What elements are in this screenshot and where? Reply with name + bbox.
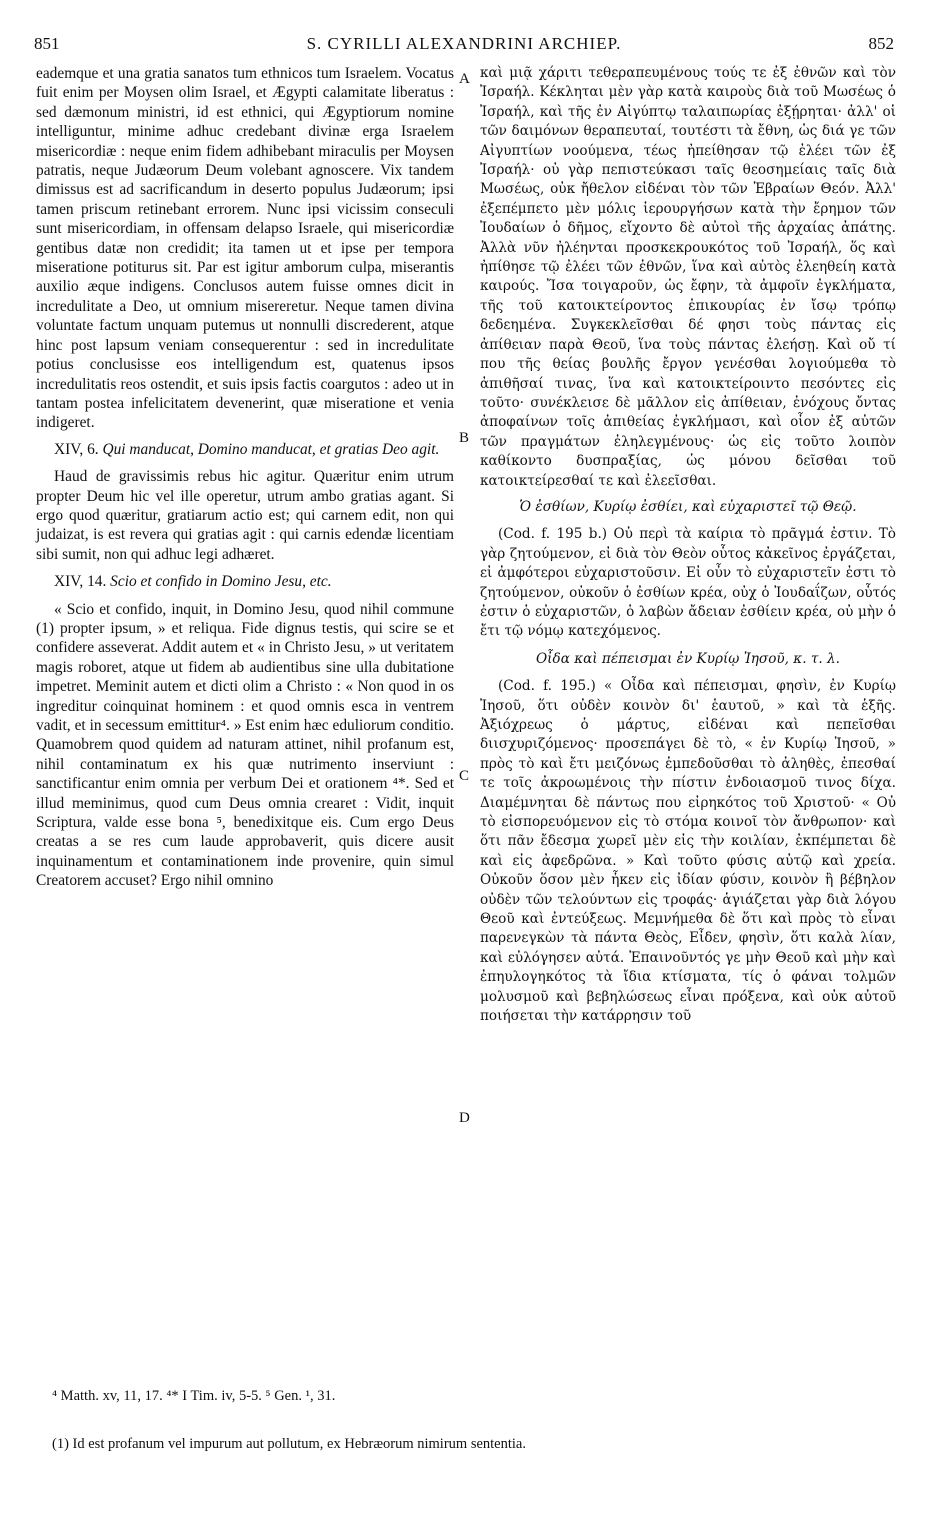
greek-heading-1: Ὁ ἐσθίων, Κυρίῳ ἐσθίει, καὶ εὐχαριστεῖ τῷ Θεῷ. xyxy=(519,498,857,515)
greek-column xyxy=(480,64,896,1027)
greek-paragraph-3: (Cod. f. 195.) « Οἶδα καὶ πέπεισμαι, φησὶν, ἐν Κυρίῳ Ἰησοῦ, ὅτι οὐδὲν κοινὸν δι' ἑαυτοῦ, » καὶ τὰ ἑξῆς. Ἀξιόχρεως ὁ μάρτυς, εἰδέναι καὶ πεπεῖσθαι διισχυριζόμενος· προσεπάγει δὲ τὸ, « ἐν Κυρίῳ Ἰησοῦ, » πρὸς τὸ καὶ ἔτι μειζόνως ἐμπεδοῦσθαι τὸ ἀληθὲς, ἐπεσθαί τε τοῖς ἀκροωμένοις τὴν πίστιν ἐνδοιασμοῦ τινος δίχα. Διαμέμνηται δὲ πάντως που εἰρηκότος τοῦ Χριστοῦ· « Οὐ τὸ εἰσπορευόμενον εἰς τὸ στόμα κοινοῖ τὸν ἄνθρωπον· καὶ ὅτι πᾶν ἔδεσμα χωρεῖ μὲν εἰς τὴν κοιλίαν, ἐκπέμπεται δὲ καὶ εἰς ἀφεδρῶνα. » Καὶ τοῦτο φύσις αὐτῷ καὶ χρεία. Οὐκοῦν ὅσον μὲν ἧκεν εἰς ἰδίαν φύσιν, κοινὸν ἢ βέβηλον οὐδὲν τῶν τελούντων εἰς τροφάς· ἁγιάζεται γὰρ διὰ λόγου Θεοῦ καὶ ἐντεύξεως. Μεμνήμεθα δὲ ὅτι καὶ πρὸς τὸ εἶναι παρενεγκὼν τὰ πάντα Θεὸς, Εἶδεν, φησὶν, ὅτι καλὰ λίαν, καὶ εὐλόγησεν αὐτά. Ἐπαινοῦντός γε μὴν Θεοῦ καὶ μὴν καὶ ἐπηυλογηκότος τὰ ἴδια κτίσματα, τίς ὁ φάναι τολμῶν μολυσμοῦ καὶ βεβηλώσεως εἶναι πρόξενα, καὶ οὐκ αὐτοῦ ποιήσεται τὴν κατάρρησιν τοῦ xyxy=(480,678,896,1025)
greek-paragraph-2: (Cod. f. 195 b.) Οὐ περὶ τὰ καίρια τὸ πρᾶγμά ἐστιν. Τὸ γὰρ ζητούμενον, εἰ διὰ τὸν Θεὸν οὗτος κἀκεῖνος ἐργάζεται, εἰ ἀμφότεροι εὐχαριστοῦσιν. Εἰ οὖν τὸ εὐχαριστεῖν ἐστι τὸ ζητούμενον, οὐκοῦν ὁ ἐσθίων κρέα, οὐχ ὁ Ἰουδαΐζων, οὗτός ἐστιν ὁ εὐχαριστῶν, ὁ λαβὼν ἄδειαν ἐσθίειν κρέα, οὐ μὴν ὁ ἔτι τῷ νόμῳ κατεχόμενος. xyxy=(480,526,896,640)
latin-paragraph-2: Haud de gravissimis rebus hic agitur. Quæritur enim utrum propter Deum hic vel ille operetur, utrum ambo gratias agant. Si ergo quod quæritur, gratiarum actio est; qui carnem edit, non qui judaizat, is est revera qui gratias agit : qui carnis edendæ licentiam sibi sumit, non qui adhuc legi adhæret. xyxy=(36,468,454,563)
latin-column xyxy=(36,64,454,891)
latin-heading-1 xyxy=(36,440,454,459)
latin-heading-2-text: Scio et confido in Domino Jesu, etc. xyxy=(110,573,332,591)
latin-heading-2-number: XIV, 14. xyxy=(54,573,107,591)
margin-letter-b: B xyxy=(459,430,470,446)
latin-heading-2 xyxy=(36,572,454,591)
page-number-right: 852 xyxy=(868,34,894,53)
margin-letter-c: C xyxy=(459,768,470,784)
greek-paragraph-1: καὶ μιᾷ χάριτι τεθεραπευμένους τούς τε ἐξ ἐθνῶν καὶ τὸν Ἰσραήλ. Κέκληται μὲν γὰρ κατὰ καιροὺς διὰ τοῦ Μωσέως ὁ Ἰσραήλ, καὶ τῆς ἐν Αἰγύπτῳ ταλαιπωρίας ἐξῄρηται· ἀλλ' οἱ τῶν δαιμόνων θεραπευταί, τουτέστι τὰ ἔθνη, ὡς διά γε τῶν Αἰγυπτίων νοούμενα, τέως ἠπείθησαν τῷ ἐλέει τῶν ἐξ Ἰσραήλ· οὐ γὰρ πεπιστεύκασι ταῖς θεοσημείαις ταῖς διὰ Μωσέως, οὐκ ἤθελον εἰδέναι τὸν τῶν Ἑβραίων Θεόν. Ἀλλ' ἐξεπέμπετο μὲν μόλις ἱερουργήσων κατὰ τὴν ἔρημον τῶν Ἰουδαίων ὁ δῆμος, εἴχοντο δὲ αὐτοὶ τῆς ἀρχαίας ἀπάτης. Ἀλλὰ νῦν ἠλέηνται προσκεκρουκότος τοῦ Ἰσραήλ, ὅς καὶ ἠπίθησε τῷ ἐλέει τῶν ἐθνῶν, ἵνα καὶ αὐτὸς ἐλεηθείη κατὰ καιρούς. Ἴσα τοιγαροῦν, ὡς ἔφην, τὰ ἀμφοῖν ἐγκλήματα, τῆς τοῦ κατοικτείροντος ἐπικουρίας ἐν ἴσῳ τρόπῳ δεδεημένα. Συγκεκλεῖσθαι δέ φησι τοὺς πάντας εἰς ἀπίθειαν παρὰ Θεοῦ, ἵνα τοὺς πάντας ἐλεήσῃ. Καὶ οὔ τί που τῆς θείας βουλῆς ἔργον γενέσθαι λογιούμεθα τὸ ἀπιθῆσαί τινας, ἵνα καὶ κατοικτείροιντο πεσόντες εἰς τοῦτο· συνέκλεισε δὲ μᾶλλον εἰς ἀπίθειαν, ἐνόχους ὄντας ἀποφαίνων τοῖς ἀπιθείας ἐγκλήμασι, καὶ οἷον ἐξ αὐτῶν τῶν πραγμάτων ἐληλεγμένους· ὡς εἰς τοῦτο λοιπὸν καθίκοντο δυσπραξίας, ὡς μόνου δεῖσθαι τοῦ κατοικτείρεσθαί τε καὶ ἐλεεῖσθαι. xyxy=(480,65,896,489)
latin-paragraph-3: « Scio et confido, inquit, in Domino Jesu, quod nihil commune (1) propter ipsum, » et reliqua. Fide dignus testis, qui scire se et confidere asseverat. Addit autem et « in Christo Jesu, » ut veritatem magis roboret, atque ut fidem ab audientibus sine ulla dubitatione impetret. Meminit autem et dicti olim a Christo : « Non quod in os ingreditur coinquinat hominem : et quod omnis esca in ventrem vadit, et in secessum emittitur⁴. » Est enim hæc eduliorum conditio. Quamobrem quod quidem ad naturam attinet, nihil profanum est, nihil contaminatum ex his quæ nutrimento inserviunt : sanctificantur enim omnia per verbum Dei et orationem ⁴*. Sed et illud meminimus, quod cum Deus omnia crearet : Vidit, inquit Scriptura, valde esse bona ⁵, benedixitque eis. Cum ergo Deus creatas a se res cum laude approbaverit, quis dicere ausit inquinamentum et contaminationem inde provenire, quin simul Creatorem accuset? Ergo nihil omnino xyxy=(36,600,454,890)
running-header xyxy=(34,34,894,60)
latin-heading-1-number: XIV, 6. xyxy=(54,440,99,458)
latin-heading-1-text: Qui manducat, Domino manducat, et gratias Deo agit. xyxy=(102,440,440,458)
latin-paragraph-1: eademque et una gratia sanatos tum ethnicos tum Israelem. Vocatus fuit enim per Moysen olim Israel, et Ægypti calamitate liberatus : sed dæmonum ministri, id est ethnici, qui Ægyptiorum nomine intelliguntur, minime adhuc credebant divinæ erga Israelem misericordiæ : neque enim fidem adhibebant miraculis per Moysen patratis, neque Judæorum Deum volebant agnoscere. Vix tandem dimissus est ad sacrificandum in deserto populus Judæorum; ipsi tamen priscum retinebant errorem. Nunc ipsi vicissim conseculi sunt misericordiam, in offensam delapso Israele, qui misericordiæ gentibus datæ non credidit; ita tamen ut et ipse per tempora miseratione potiturus sit. Par est igitur amborum culpa, miserantis auxilio æque indigens. Conclusos autem fuisse omnes dicit in incredulitate a Deo, ut omnium misereretur. Neque tamen divina voluntate factum unquam putemus ut nonnulli discrederent, atque hinc post lapsum veniam consequerentur : sed in incredulitate potius conclusisse eos intelligendum est, quatenus ipsos incredulitatis reos ostendit, et suis ipsis factis coargutos : adeo ut in tantam postea infelicitatem devenerint, quæ miseratione et venia indigeret. xyxy=(36,65,454,432)
page-number-left: 851 xyxy=(34,34,60,53)
running-title: S. CYRILLI ALEXANDRINI ARCHIEP. xyxy=(306,34,622,53)
margin-letter-d: D xyxy=(459,1110,470,1126)
margin-letter-a: A xyxy=(459,71,470,87)
scripture-references: ⁴ Matth. xv, 11, 17. ⁴* I Tim. iv, 5-5. ⁵ Gen. ¹, 31. xyxy=(52,1388,336,1404)
greek-heading-2: Οἶδα καὶ πέπεισμαι ἐν Κυρίῳ Ἰησοῦ, κ. τ. λ. xyxy=(536,650,840,667)
footnote-1: (1) Id est profanum vel impurum aut pollutum, ex Hebræorum nimirum sententia. xyxy=(52,1436,526,1452)
